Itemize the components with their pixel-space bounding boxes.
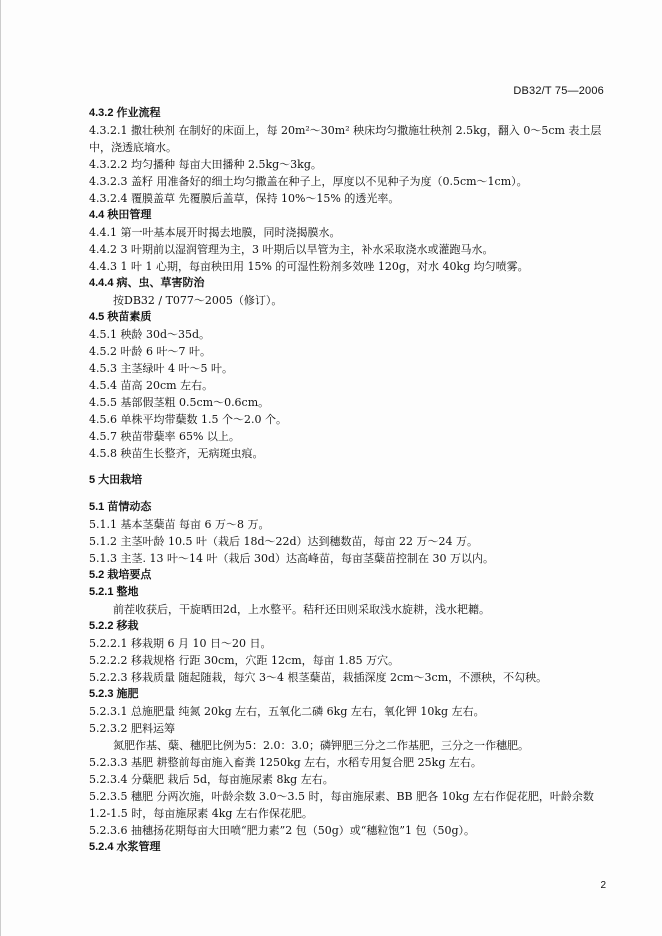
section-heading: 4.3.2 作业流程 <box>89 107 161 119</box>
body-line: 4.5.6 单株平均带蘖数 1.5 个～2.0 个。 <box>89 413 287 426</box>
body-line: 4.3.2.3 盖籽 用准备好的细土均匀撒盖在种子上，厚度以不见种子为度（0.5cm～1cm）。 <box>89 175 528 188</box>
section-heading: 5.2.3 施肥 <box>89 688 139 700</box>
section-heading: 4.4.4 病、虫、草害防治 <box>89 277 205 289</box>
document-body <box>89 105 609 856</box>
body-line: 4.4.2 3 叶期前以湿润管理为主，3 叶期后以旱管为主，补水采取浇水或灌跑马水。 <box>89 243 494 256</box>
body-line: 4.3.2.2 均匀播种 每亩大田播种 2.5kg～3kg。 <box>89 158 322 171</box>
body-line: 4.4.1 第一叶基本展开时揭去地膜，同时浇揭膜水。 <box>89 226 341 239</box>
body-line: 4.5.1 秧龄 30d～35d。 <box>89 328 211 341</box>
body-line: 5.2.2.2 移栽规格 行距 30cm，穴距 12cm，每亩 1.85 万穴。 <box>89 654 400 667</box>
body-line: 5.1.3 主茎. 13 叶～14 叶（栽后 30d）达高峰苗，每亩茎蘖苗控制在 30 万以内。 <box>89 552 494 565</box>
body-line: 按DB32 / T077～2005（修订）。 <box>113 294 283 307</box>
body-line: 5.2.2.3 移栽质量 随起随栽，每穴 3～4 根茎蘖苗，栽插深度 2cm～3cm，不漂秧，不勾秧。 <box>89 671 548 684</box>
body-line: 前茬收获后，干旋晒田2d，上水整平。秸秆还田则采取浅水旋耕，浅水耙耱。 <box>113 603 491 616</box>
body-line: 4.5.5 基部假茎粗 0.5cm～0.6cm。 <box>89 396 270 409</box>
body-line: 5.1.2 主茎叶龄 10.5 叶（栽后 18d～22d）达到穗数苗，每亩 22 万～24 万。 <box>89 535 479 548</box>
section-heading: 5.2.2 移栽 <box>89 620 139 632</box>
section-heading: 5 大田栽培 <box>89 474 143 486</box>
body-line: 5.2.3.3 基肥 耕整前每亩施入畜粪 1250kg 左右，水稻专用复合肥 25kg 左右。 <box>89 756 482 769</box>
section-heading: 5.2.1 整地 <box>89 586 139 598</box>
section-heading: 4.5 秧苗素质 <box>89 311 152 323</box>
page-number: 2 <box>600 880 606 891</box>
body-line: 4.5.2 叶龄 6 叶～7 叶。 <box>89 345 211 358</box>
body-line: 4.5.3 主茎绿叶 4 叶～5 叶。 <box>89 362 233 375</box>
standard-code: DB32/T 75—2006 <box>513 85 604 97</box>
body-line: 5.2.3.2 肥料运筹 <box>89 722 175 735</box>
body-line: 5.2.3.4 分蘖肥 栽后 5d，每亩施尿素 8kg 左右。 <box>89 773 334 786</box>
section-heading: 4.4 秧田管理 <box>89 209 152 221</box>
body-line: 4.3.2.1 撒壮秧剂 在制好的床面上，每 20m²～30m² 秧床均匀撒施壮秧剂 2.5kg，翻入 0～5cm 表土层中，浇透底墒水。 <box>89 124 602 154</box>
section-heading: 5.1 苗情动态 <box>89 501 152 513</box>
spacer <box>89 462 609 472</box>
body-line: 4.5.4 苗高 20cm 左右。 <box>89 379 214 392</box>
body-line: 5.2.2.1 移栽期 6 月 10 日～20 日。 <box>89 637 272 650</box>
body-line: 氮肥作基、蘖、穗肥比例为5：2.0：3.0；磷钾肥三分之二作基肥，三分之一作穗肥。 <box>113 739 529 752</box>
body-line: 5.1.1 基本茎蘖苗 每亩 6 万～8 万。 <box>89 518 270 531</box>
body-line: 4.5.7 秧苗带蘖率 65% 以上。 <box>89 430 240 443</box>
body-line: 5.2.3.6 抽穗扬花期每亩大田喷“肥力素”2 包（50g）或“穗粒饱”1 包（50g）。 <box>89 824 476 837</box>
body-line: 5.2.3.5 穗肥 分两次施，叶龄余数 3.0～3.5 时，每亩施尿素、BB 肥各 10kg 左右作促花肥，叶龄余数 1.2-1.5 时，每亩施尿素 4kg 左右作保花肥。 <box>89 790 594 820</box>
body-line: 4.5.8 秧苗生长整齐，无病斑虫痕。 <box>89 447 264 460</box>
body-line: 4.4.3 1 叶 1 心期，每亩秧田用 15% 的可湿性粉剂多效唑 120g，对水 40kg 均匀喷雾。 <box>89 260 529 273</box>
spacer <box>89 489 609 499</box>
body-line: 5.2.3.1 总施肥量 纯氮 20kg 左右，五氧化二磷 6kg 左右，氧化钾 10kg 左右。 <box>89 705 485 718</box>
body-line: 4.3.2.4 覆膜盖草 先覆膜后盖草，保持 10%～15% 的透光率。 <box>89 192 400 205</box>
section-heading: 5.2 栽培要点 <box>89 569 152 581</box>
section-heading: 5.2.4 水浆管理 <box>89 841 161 853</box>
